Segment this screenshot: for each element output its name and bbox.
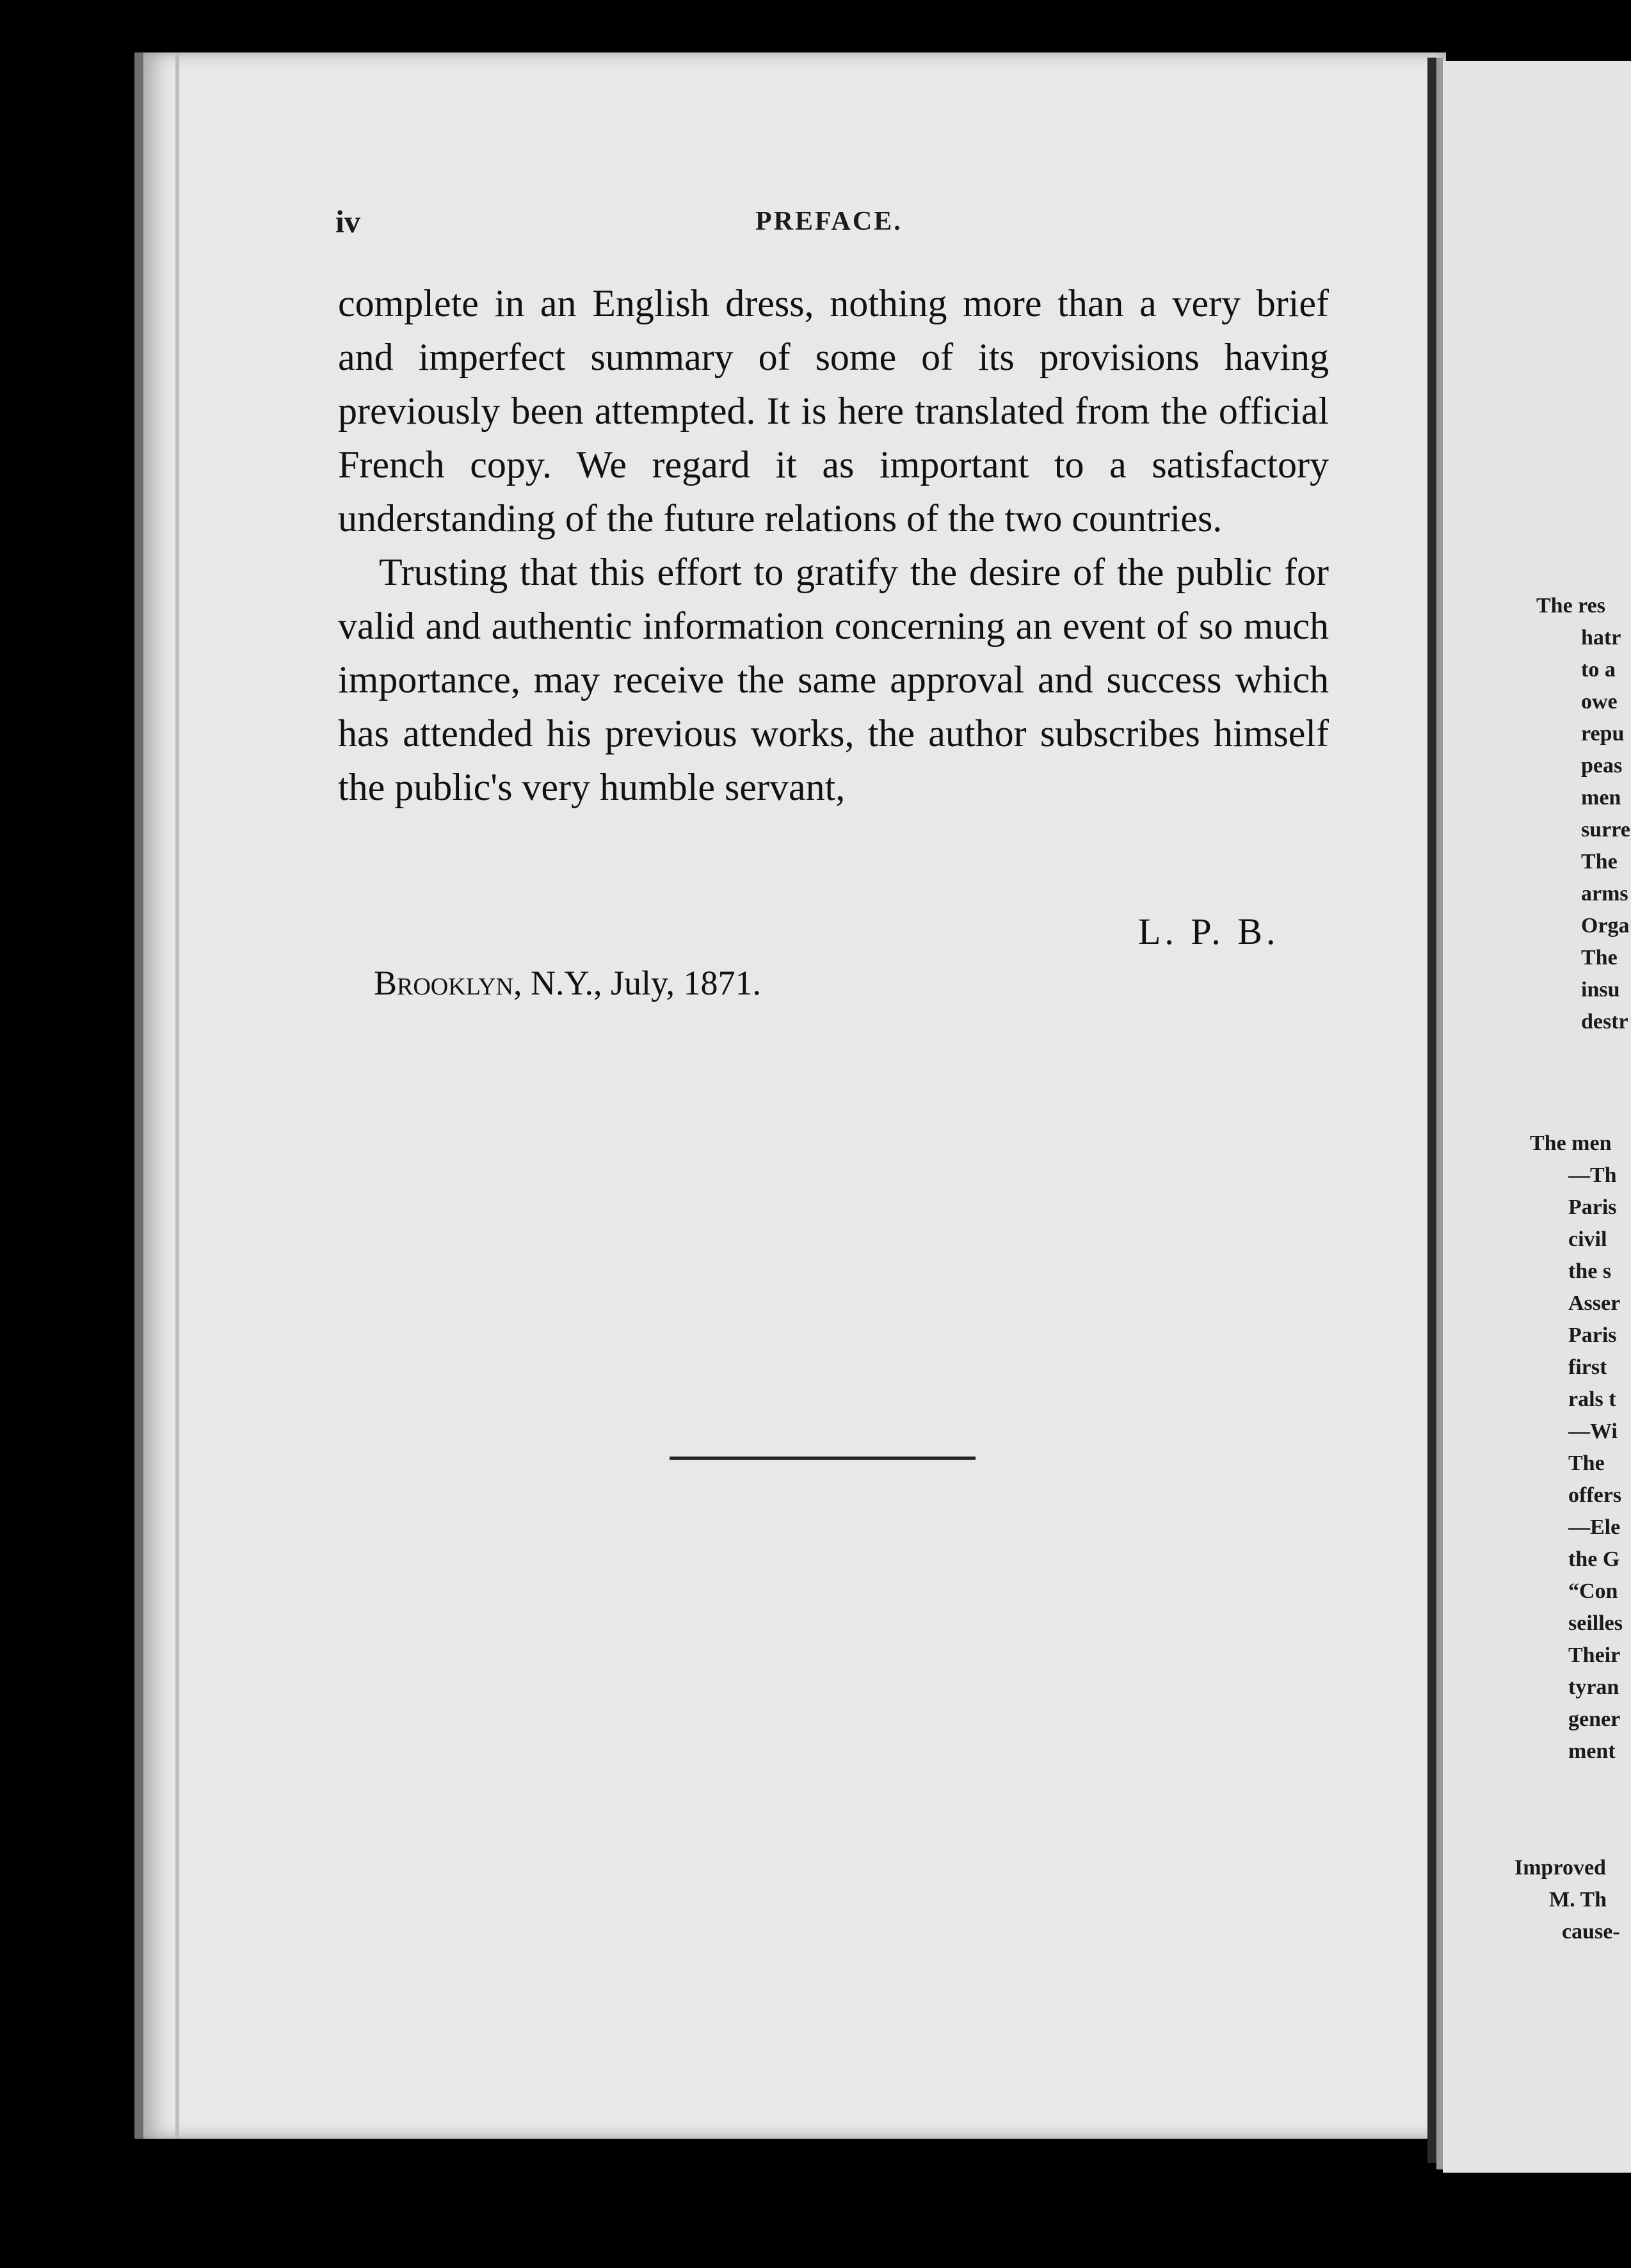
right-page-line-fragment: gener [1568, 1707, 1621, 1731]
right-page-line-fragment: cause- [1562, 1920, 1620, 1944]
right-page-line-fragment: —Th [1568, 1163, 1617, 1187]
right-page-line-fragment: the G [1568, 1547, 1620, 1571]
page-gutter [1427, 58, 1436, 2163]
author-initials: L. P. B. [1138, 911, 1280, 952]
right-page-line-fragment: Paris [1568, 1195, 1617, 1219]
right-page-line-fragment: The [1568, 1451, 1605, 1475]
right-page-line-fragment: M. Th [1549, 1888, 1607, 1912]
right-page-line-fragment: Asser [1568, 1291, 1621, 1315]
page-number: iv [335, 204, 360, 239]
right-page-line-fragment: owe [1581, 690, 1618, 714]
date-text: , N.Y., July, 1871. [513, 964, 762, 1002]
page-gutter-edge [1436, 58, 1443, 2169]
right-page-line-fragment: tyran [1568, 1675, 1619, 1699]
right-page-line-fragment: repu [1581, 722, 1625, 746]
right-page-line-fragment: destr [1581, 1010, 1628, 1034]
right-page-line-fragment: first [1568, 1355, 1607, 1379]
right-page-line-fragment: Improved [1514, 1856, 1606, 1880]
place-name: Brooklyn [374, 964, 513, 1002]
right-page-line-fragment: The res [1536, 594, 1605, 618]
right-page-line-fragment: Paris [1568, 1323, 1617, 1347]
right-page-line-fragment: the s [1568, 1259, 1612, 1283]
right-page-line-fragment: offers [1568, 1483, 1622, 1507]
right-page-line-fragment: ment [1568, 1739, 1616, 1763]
right-page-line-fragment: —Wi [1568, 1419, 1618, 1443]
right-page-line-fragment: “Con [1568, 1579, 1618, 1603]
right-page-line-fragment: insu [1581, 978, 1620, 1002]
right-page-line-fragment: surre [1581, 818, 1630, 842]
right-page-line-fragment: civil [1568, 1227, 1607, 1251]
right-page-line-fragment: hatr [1581, 626, 1621, 650]
right-page-line-fragment: arms [1581, 882, 1628, 906]
right-page-line-fragment: —Ele [1568, 1515, 1621, 1539]
paragraph-2: Trusting that this effort to gratify the desire of the public for valid and authentic information concerning an event of so much importance, may receive the same approval and success which has attended his previous works, the author subscribes himself the public's very humble servant, [338, 551, 1329, 808]
right-page-line-fragment: to a [1581, 658, 1616, 682]
right-page-line-fragment: The men [1530, 1131, 1612, 1155]
paragraph-1: complete in an English dress, nothing more than a very brief and imperfect summary of some of its provisions having previously been attempted. It is here translated from the official French copy. We regard it as important to a satisfactory understanding of the future relations of the two countries. [338, 282, 1329, 539]
right-page-line-fragment: seilles [1568, 1611, 1623, 1635]
place-date-line [374, 963, 761, 1003]
right-page-line-fragment: Their [1568, 1643, 1621, 1667]
right-page-line-fragment: men [1581, 786, 1621, 810]
horizontal-rule [670, 1457, 976, 1460]
running-head: PREFACE. [755, 207, 903, 236]
right-page-line-fragment: peas [1581, 754, 1623, 778]
right-page-line-fragment: The [1581, 946, 1618, 970]
right-page-line-fragment: Orga [1581, 914, 1630, 938]
preface-body [338, 276, 1329, 814]
right-page-line-fragment: rals t [1568, 1387, 1616, 1411]
right-page-line-fragment: The [1581, 850, 1618, 874]
